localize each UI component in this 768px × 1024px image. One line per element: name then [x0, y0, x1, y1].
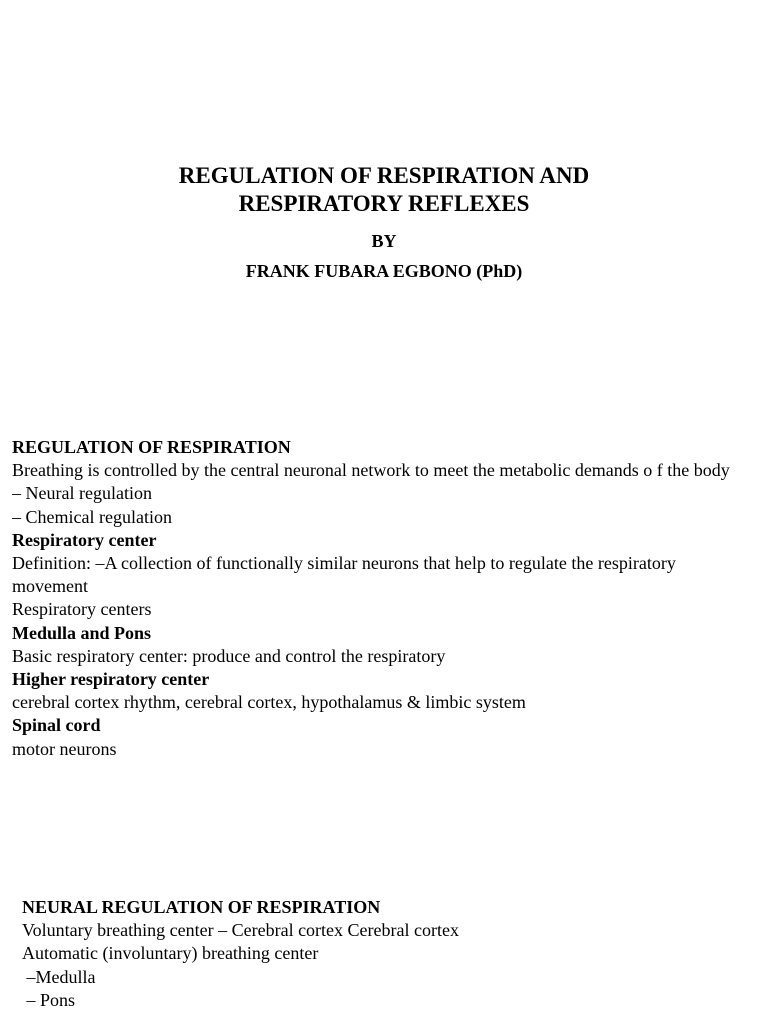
regulation-of-respiration-section	[12, 436, 752, 761]
section-heading: REGULATION OF RESPIRATION	[12, 437, 291, 457]
voluntary-center-item: Voluntary breathing center – Cerebral cortex Cerebral cortex	[22, 920, 459, 941]
neural-regulation-section	[22, 896, 762, 1012]
medulla-pons-heading: Medulla and Pons	[12, 622, 152, 643]
author-name: FRANK FUBARA EGBONO (PhD)	[245, 261, 523, 281]
chemical-regulation-item: – Chemical regulation	[12, 506, 172, 527]
document-title-line-2: RESPIRATORY REFLEXES	[238, 191, 530, 216]
title-block	[0, 162, 768, 282]
pons-item: – Pons	[22, 989, 76, 1010]
higher-center-text: cerebral cortex rhythm, cerebral cortex, hypothalamus & limbic system	[12, 692, 526, 713]
definition-paragraph: Definition: –A collection of functionally similar neurons that help to regulate the respiratory movement	[12, 553, 681, 597]
medulla-pons-text: Basic respiratory center: produce and control the respiratory	[12, 645, 446, 666]
by-label: BY	[371, 231, 397, 251]
neural-section-heading: NEURAL REGULATION OF RESPIRATION	[22, 897, 381, 917]
automatic-center-item: Automatic (involuntary) breathing center	[22, 943, 319, 964]
spinal-cord-text: motor neurons	[12, 738, 117, 759]
neural-regulation-item: – Neural regulation	[12, 483, 152, 504]
respiratory-centers-label: Respiratory centers	[12, 599, 152, 620]
intro-paragraph: Breathing is controlled by the central neuronal network to meet the metabolic demands o f the body	[12, 460, 730, 481]
spinal-cord-heading: Spinal cord	[12, 715, 101, 736]
medulla-item: –Medulla	[22, 966, 96, 987]
higher-center-heading: Higher respiratory center	[12, 669, 210, 690]
document-title-line-1: REGULATION OF RESPIRATION AND	[178, 163, 590, 188]
respiratory-center-heading: Respiratory center	[12, 529, 157, 550]
